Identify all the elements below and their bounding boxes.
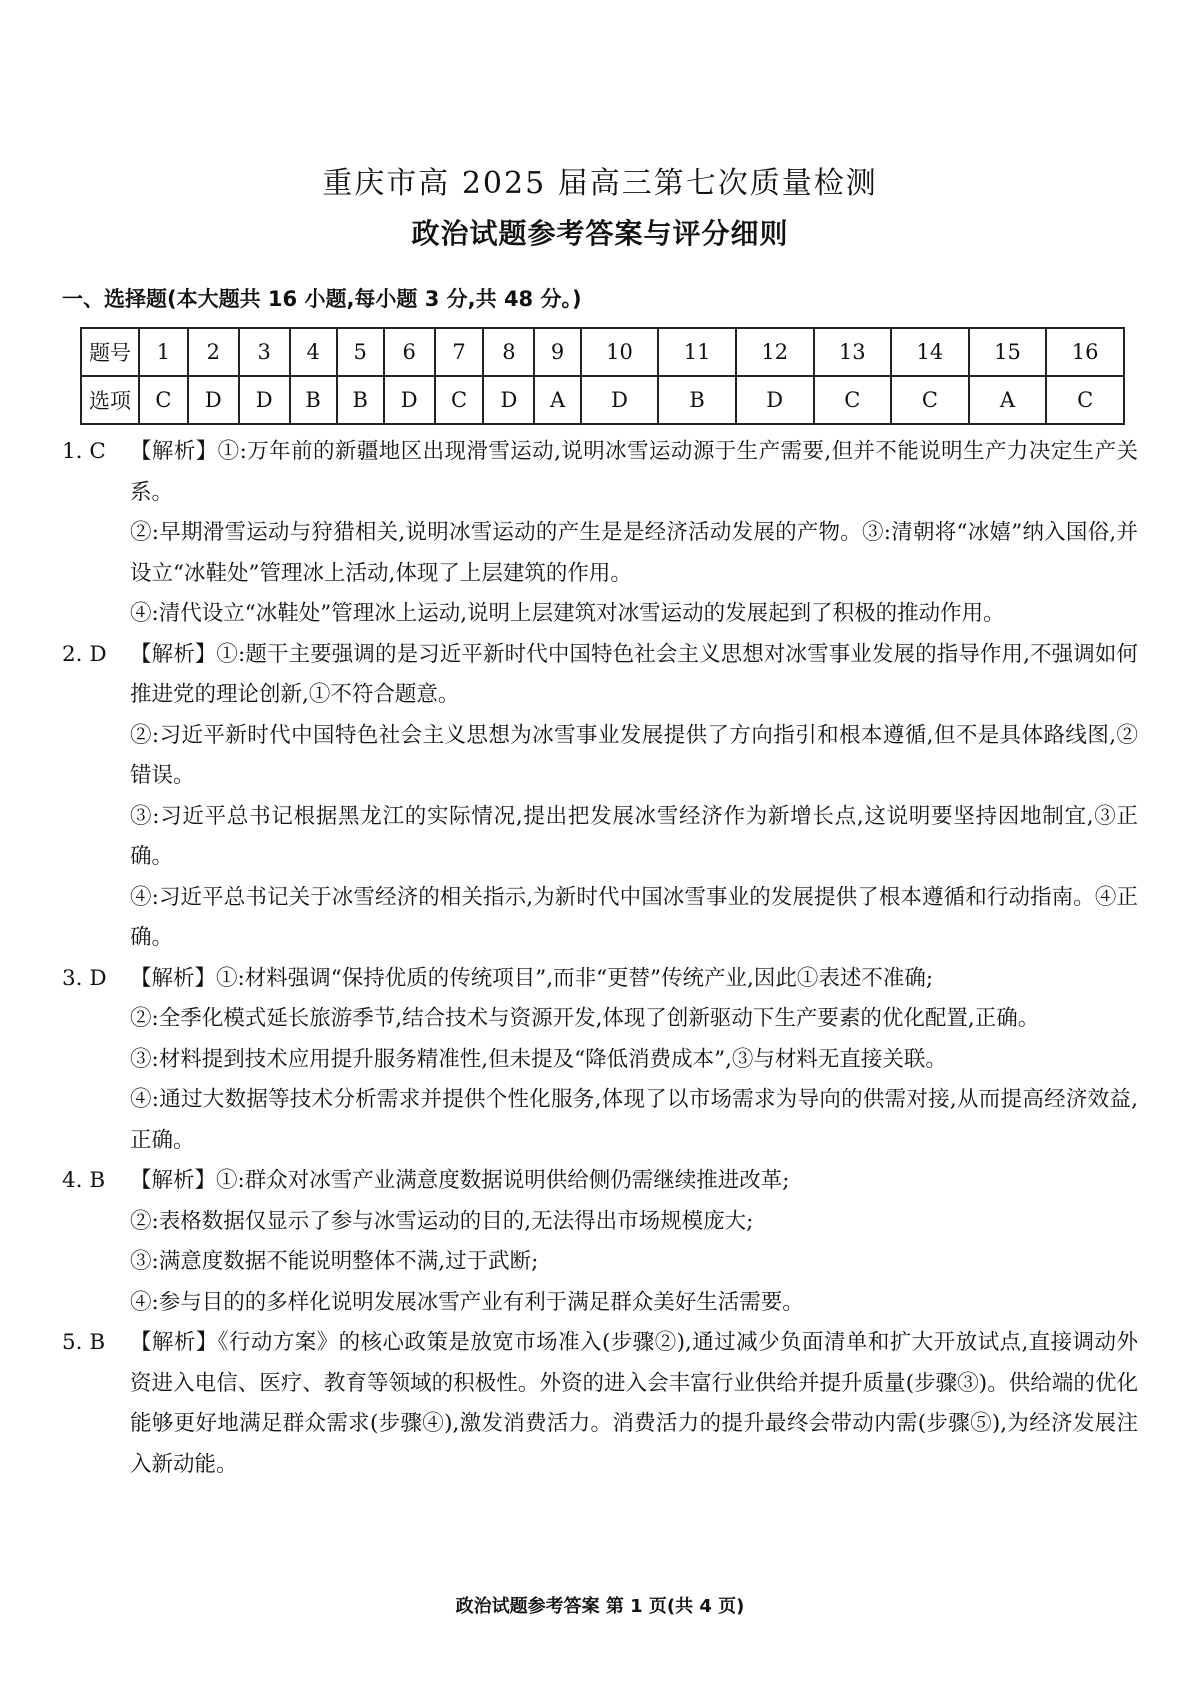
answer-option-cell: D	[581, 376, 659, 424]
question-number-cell: 7	[435, 328, 484, 376]
answer-option-cell: C	[435, 376, 484, 424]
question-number-cell: 16	[1046, 328, 1124, 376]
question-number-cell: 3	[239, 328, 290, 376]
explanation-paragraph: ③:习近平总书记根据黑龙江的实际情况,提出把发展冰雪经济作为新增长点,这说明要坚持因地制宜,③正确。	[130, 803, 1138, 869]
question-number-cell: 12	[736, 328, 814, 376]
question-answer-label: 4. B	[62, 1168, 106, 1193]
answer-table	[80, 327, 1125, 425]
answer-option-cell: A	[534, 376, 580, 424]
page-footer: 政治试题参考答案 第 1 页(共 4 页)	[455, 1596, 745, 1617]
answer-option-cell: C	[891, 376, 969, 424]
question-answer-label: 3. D	[62, 965, 107, 991]
question-number-cell: 4	[290, 328, 337, 376]
answer-option-cell: D	[483, 376, 534, 424]
explanation-paragraph: 【解析】①:材料强调“保持优质的传统项目”,而非“更替”传统产业,因此①表述不准确;	[130, 965, 934, 991]
explanation-paragraph: 【解析】①:群众对冰雪产业满意度数据说明供给侧仍需继续推进改革;	[130, 1168, 790, 1193]
question-number-cell: 8	[483, 328, 534, 376]
question-number-cell: 11	[658, 328, 736, 376]
question-number-cell: 2	[188, 328, 239, 376]
question-number-cell: 1	[139, 328, 188, 376]
answer-option-cell: D	[384, 376, 435, 424]
answer-option-cell: D	[239, 376, 290, 424]
question-number-cell: 6	[384, 328, 435, 376]
explanation-paragraph: ④:清代设立“冰鞋处”管理冰上运动,说明上层建筑对冰雪运动的发展起到了积极的推动作用。	[130, 601, 1005, 626]
explanation-paragraph: ②:早期滑雪运动与狩猎相关,说明冰雪运动的产生是是经济活动发展的产物。③:清朝将“冰嬉”纳入国俗,并设立“冰鞋处”管理冰上活动,体现了上层建筑的作用。	[130, 520, 1138, 586]
explanation-item-2	[62, 635, 1138, 959]
answer-option-row	[81, 376, 1124, 424]
question-answer-label: 1. C	[62, 439, 106, 464]
explanation-paragraph: ④:参与目的的多样化说明发展冰雪产业有利于满足群众美好生活需要。	[130, 1289, 804, 1315]
explanation-paragraph: 【解析】①:万年前的新疆地区出现滑雪运动,说明冰雪运动源于生产需要,但并不能说明生产力决定生产关系。	[130, 439, 1138, 505]
answer-option-cell: C	[814, 376, 892, 424]
question-answer-label: 2. D	[62, 641, 107, 667]
question-number-cell: 5	[337, 328, 384, 376]
answer-option-cell: D	[736, 376, 814, 424]
explanation-paragraph: ②:习近平新时代中国特色社会主义思想为冰雪事业发展提供了方向指引和根本遵循,但不是具体路线图,②错误。	[130, 722, 1138, 788]
explanation-paragraph: ③:满意度数据不能说明整体不满,过于武断;	[130, 1249, 539, 1274]
section-heading: 一、选择题(本大题共 16 小题,每小题 3 分,共 48 分。)	[62, 287, 582, 311]
question-number-cell: 9	[534, 328, 580, 376]
question-number-cell: 10	[581, 328, 659, 376]
answer-option-cell: B	[658, 376, 736, 424]
question-number-row	[81, 328, 1124, 376]
question-number-cell: 15	[969, 328, 1047, 376]
answer-option-cell: D	[188, 376, 239, 424]
question-answer-label: 5. B	[62, 1330, 106, 1355]
explanation-item-4	[62, 1161, 1138, 1323]
explanation-item-5	[62, 1323, 1138, 1485]
question-number-label: 题号	[81, 328, 139, 376]
explanation-paragraph: 【解析】①:题干主要强调的是习近平新时代中国特色社会主义思想对冰雪事业发展的指导作用,不强调如何推进党的理论创新,①不符合题意。	[130, 641, 1138, 707]
question-number-cell: 14	[891, 328, 969, 376]
explanation-paragraph: ④:习近平总书记关于冰雪经济的相关指示,为新时代中国冰雪事业的发展提供了根本遵循和行动指南。④正确。	[130, 884, 1138, 950]
explanation-item-1	[62, 432, 1138, 635]
answer-option-label: 选项	[81, 376, 139, 424]
question-number-cell: 13	[814, 328, 892, 376]
explanation-item-3	[62, 959, 1138, 1162]
answer-option-cell: B	[290, 376, 337, 424]
explanation-paragraph: ③:材料提到技术应用提升服务精准性,但未提及“降低消费成本”,③与材料无直接关联。	[130, 1046, 947, 1072]
document-title: 重庆市高 2025 届高三第七次质量检测	[322, 166, 878, 201]
answer-option-cell: C	[139, 376, 188, 424]
explanation-paragraph: ④:通过大数据等技术分析需求并提供个性化服务,体现了以市场需求为导向的供需对接,从而提高经济效益,正确。	[130, 1087, 1138, 1153]
answer-option-cell: B	[337, 376, 384, 424]
explanations	[62, 432, 1138, 1485]
explanation-paragraph: ②:全季化模式延长旅游季节,结合技术与资源开发,体现了创新驱动下生产要素的优化配置,正确。	[130, 1006, 1040, 1031]
explanation-paragraph: 【解析】《行动方案》的核心政策是放宽市场准入(步骤②),通过减少负面清单和扩大开放试点,直接调动外资进入电信、医疗、教育等领域的积极性。外资的进入会丰富行业供给并提升质量(步骤③)。供给端的优化能够更好地满足群众需求(步骤④),激发消费活力。消费活力的提升最终会带动内需(步骤⑤),为经济发展注入新动能。	[130, 1330, 1138, 1477]
explanation-paragraph: ②:表格数据仅显示了参与冰雪运动的目的,无法得出市场规模庞大;	[130, 1208, 754, 1234]
answer-option-cell: A	[969, 376, 1047, 424]
answer-option-cell: C	[1046, 376, 1124, 424]
document-subtitle: 政治试题参考答案与评分细则	[411, 217, 789, 250]
